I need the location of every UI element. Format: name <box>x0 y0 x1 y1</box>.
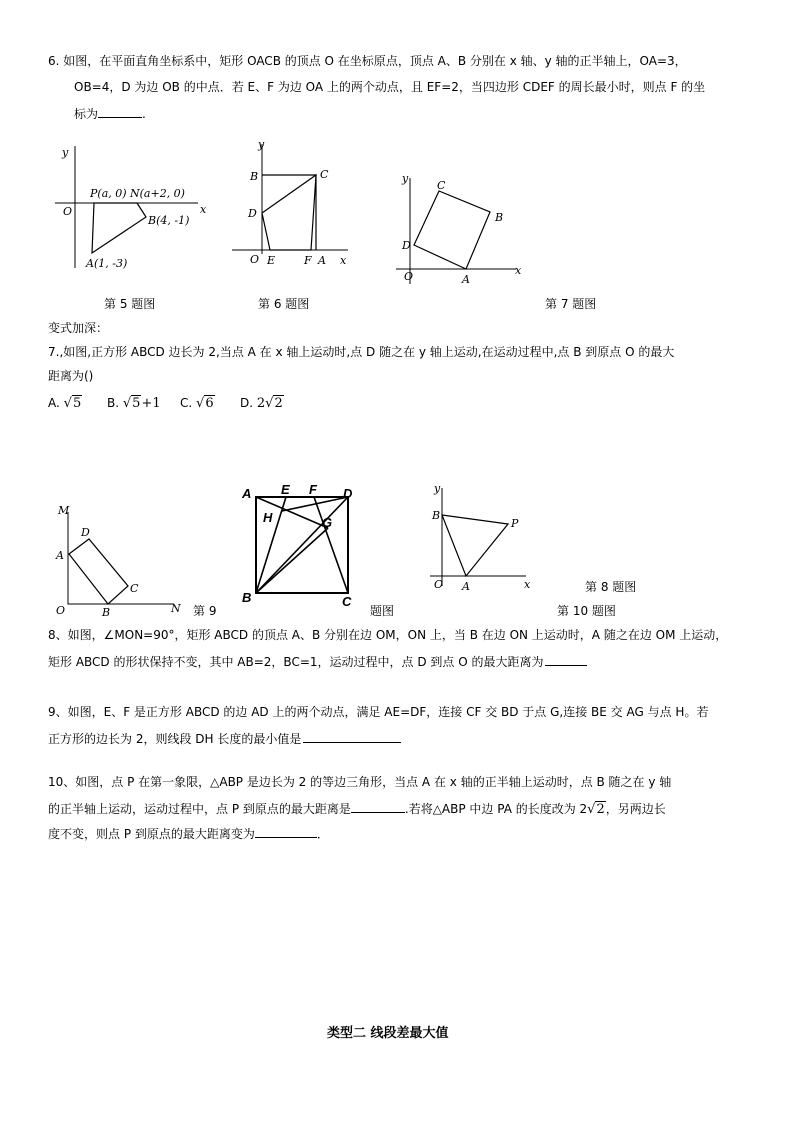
fig9-label-a: A <box>242 486 252 501</box>
q7-option-b: B. √5+1 <box>107 396 161 411</box>
q10-line-2: 的正半轴上运动，运动过程中，点 P 到原点的最大距离是 .若将△ABP 中边 PA 的长度改为 2√2，另两边长 <box>48 802 666 817</box>
q9-line-2 <box>48 731 401 746</box>
fig10-label-y: y <box>434 482 441 495</box>
fig8-label-d: D <box>81 526 90 539</box>
q6-line-1: 6. 如图，在平面直角坐标系中，矩形 OACB 的顶点 O 在坐标原点，顶点 A、B 分别在 x 轴、y 轴的正半轴上，OA=3， <box>48 54 687 68</box>
fig7-label-o: O <box>404 270 414 283</box>
fig9-label-b: B <box>242 590 252 605</box>
fig9-label-d: D <box>343 486 353 501</box>
fig6-label-c: C <box>320 168 329 181</box>
fig7-label-d: D <box>402 239 411 252</box>
q10-radicand: 2 <box>596 802 605 817</box>
fig7-label-y: y <box>402 172 409 185</box>
q7-option-c: C. √6 <box>180 396 214 411</box>
q10-line-2d: ，另两边长 <box>605 802 666 816</box>
q10-line-3b: ． <box>316 827 329 841</box>
fig5-label-n: N(a+2, 0) <box>130 187 185 200</box>
figure-9 <box>236 480 366 615</box>
fig6-label-d: D <box>248 207 257 220</box>
fig7-caption: 第 7 题图 <box>545 297 597 311</box>
q10-line-2b: .若将△ABP 中边 PA 的长度改为 2 <box>404 802 588 816</box>
q6-line-3-text: 标为 <box>74 107 99 121</box>
fig6-label-e: E <box>267 254 276 267</box>
fig9-label-h: H <box>263 510 273 525</box>
q7-option-c-radicand: 6 <box>205 396 214 411</box>
q7-option-c-letter: C. <box>180 396 193 410</box>
q7-option-a-letter: A. <box>48 396 60 410</box>
fig8-label-a: A <box>56 549 64 562</box>
fig9-label-f: F <box>309 482 317 497</box>
fig7-label-b: B <box>495 211 504 224</box>
q7-option-b-suffix: +1 <box>141 396 161 411</box>
fig6-label-y: y <box>258 140 265 151</box>
fig6-label-f: F <box>304 254 312 267</box>
q10-line-1: 10、如图，点 P 在第一象限，△ABP 是边长为 2 的等边三角形，当点 A 在 x 轴的正半轴上运动时，点 B 随之在 y 轴 <box>48 775 672 789</box>
q10-line-3a: 度不变，则点 P 到原点的最大距离变为 <box>48 827 255 841</box>
q10-line-2a: 的正半轴上运动，运动过程中，点 P 到原点的最大距离是 <box>48 802 351 816</box>
q8-line-2-text: 矩形 ABCD 的形状保持不变，其中 AB=2，BC=1，运动过程中，点 D 到点 O 的最大距离为 <box>48 655 544 669</box>
figure-8 <box>48 500 188 618</box>
fig8-label-m: M <box>58 504 70 517</box>
fig7-label-x: x <box>515 264 522 277</box>
figure-7 <box>392 168 532 286</box>
fig5-label-a: A(1, -3) <box>86 257 128 270</box>
q6-line-3: 标为 . <box>74 107 146 121</box>
q9-line-2-text: 正方形的边长为 2，则线段 DH 长度的最小值是 <box>48 732 302 746</box>
fig6-label-b: B <box>250 170 259 183</box>
fig5-label-b: B(4, -1) <box>148 214 190 227</box>
q9-answer-blank <box>303 731 401 743</box>
fig10-label-a: A <box>462 580 470 593</box>
fig6-label-x: x <box>340 254 347 267</box>
q7-option-a-radicand: 5 <box>72 396 82 411</box>
q7-line-2: 距离为() <box>48 369 94 383</box>
fig9-caption-b: 题图 <box>370 604 395 618</box>
fig8-label-n: N <box>171 602 181 615</box>
fig8-label-c: C <box>130 582 139 595</box>
fig9-label-e: E <box>281 482 290 497</box>
q7-line-1: 7.,如图,正方形 ABCD 边长为 2,当点 A 在 x 轴上运动时,点 D 随之在 y 轴上运动,在运动过程中,点 B 到原点 O 的最大 <box>48 345 675 359</box>
fig10-label-p: P <box>511 517 519 530</box>
q7-option-d-prefix: 2 <box>256 396 266 411</box>
figure-6 <box>230 140 360 270</box>
q8-line-1: 8、如图，∠MON=90°，矩形 ABCD 的顶点 A、B 分别在边 OM，ON 上，当 B 在边 ON 上运动时，A 随之在边 OM 上运动， <box>48 628 728 642</box>
fig5-label-x: x <box>200 203 207 216</box>
q10-answer-blank-2 <box>255 826 317 838</box>
q7-option-d-letter: D. <box>240 396 254 410</box>
fig7-label-a: A <box>462 273 470 286</box>
figure-10 <box>422 478 552 596</box>
q7-option-d: D. 2√2 <box>240 396 283 411</box>
q10-line-3 <box>48 826 329 841</box>
q6-answer-blank <box>98 106 142 118</box>
q8-answer-blank <box>545 654 587 666</box>
q8-line-2 <box>48 654 587 669</box>
fig5-caption: 第 5 题图 <box>104 297 156 311</box>
fig9-label-c: C <box>342 594 352 609</box>
fig9-caption-a: 第 9 <box>193 604 217 618</box>
fig6-label-a: A <box>318 254 326 267</box>
q7-option-d-radicand: 2 <box>274 396 283 411</box>
fig8-label-o: O <box>56 604 66 617</box>
q7-option-a: A. √5 <box>48 396 82 411</box>
fig8-caption: 第 8 题图 <box>585 580 637 594</box>
fig6-caption: 第 6 题图 <box>258 297 310 311</box>
fig10-caption: 第 10 题图 <box>557 604 616 618</box>
q9-line-1: 9、如图，E、F 是正方形 ABCD 的边 AD 上的两个动点，满足 AE=DF，连接 CF 交 BD 于点 G,连接 BE 交 AG 与点 H。若 <box>48 705 709 719</box>
fig10-label-x: x <box>524 578 531 591</box>
fig10-label-o: O <box>434 578 444 591</box>
fig5-label-p: P(a, 0) <box>90 187 127 200</box>
fig10-label-b: B <box>432 509 441 522</box>
figure-5 <box>50 140 210 280</box>
q6-line-2: OB=4，D 为边 OB 的中点．若 E、F 为边 OA 上的两个动点，且 EF=2，当四边形 CDEF 的周长最小时，则点 F 的坐 <box>74 80 706 94</box>
fig5-label-o: O <box>63 205 73 218</box>
fig7-label-c: C <box>437 179 446 192</box>
fig5-label-y: y <box>62 146 69 159</box>
fig9-label-g: G <box>322 515 333 530</box>
section-heading: 类型二 线段差最大值 <box>327 1026 449 1041</box>
q7-option-b-radicand: 5 <box>132 396 141 411</box>
fig8-label-b: B <box>102 606 111 618</box>
fig6-label-o: O <box>250 253 260 266</box>
q7-option-b-letter: B. <box>107 396 120 410</box>
variant-heading: 变式加深： <box>48 321 109 335</box>
q10-answer-blank-1 <box>351 801 405 813</box>
